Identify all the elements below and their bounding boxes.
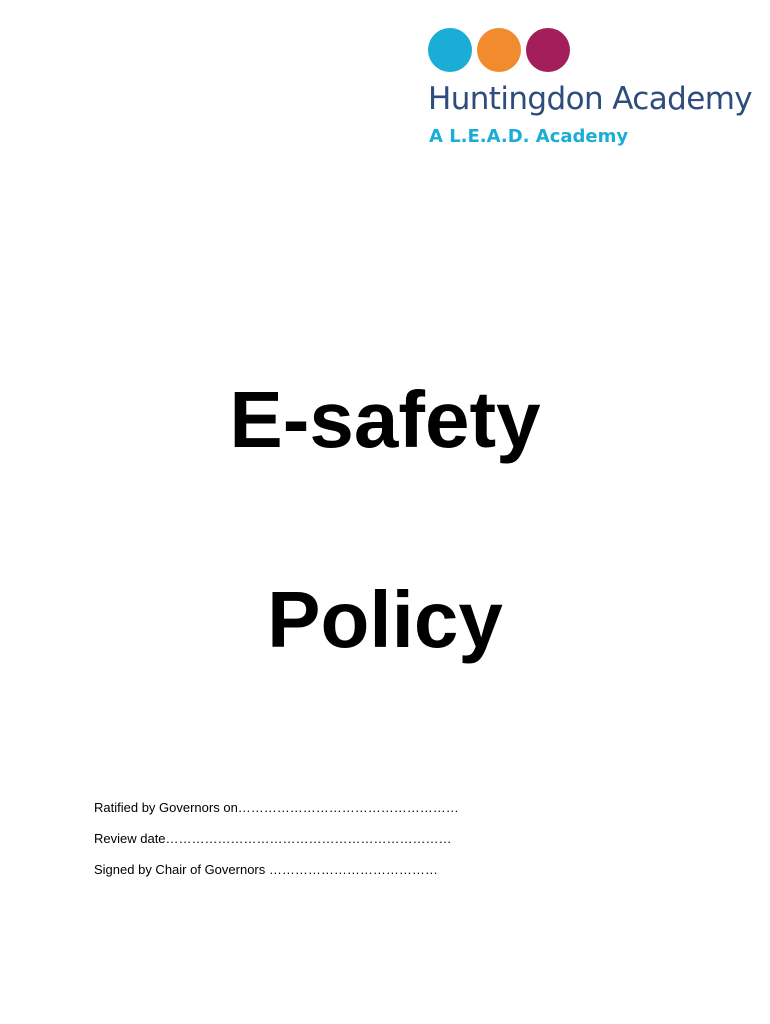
logo-dot-blue bbox=[428, 28, 472, 72]
document-title-line-2: Policy bbox=[267, 575, 503, 664]
document-title-line-1: E-safety bbox=[229, 375, 541, 464]
logo-tagline: A L.E.A.D. Academy bbox=[429, 126, 629, 147]
review-date-field: Review date………………………………………………………… bbox=[94, 831, 452, 846]
logo-dot-orange bbox=[477, 28, 521, 72]
ratified-field: Ratified by Governors on…………………………………………… bbox=[94, 800, 459, 815]
logo-dot-purple bbox=[526, 28, 570, 72]
logo-school-name: Huntingdon Academy bbox=[428, 81, 753, 117]
signature-fields bbox=[94, 800, 654, 893]
signed-by-field: Signed by Chair of Governors ………………………………… bbox=[94, 862, 438, 877]
academy-logo bbox=[428, 28, 758, 158]
